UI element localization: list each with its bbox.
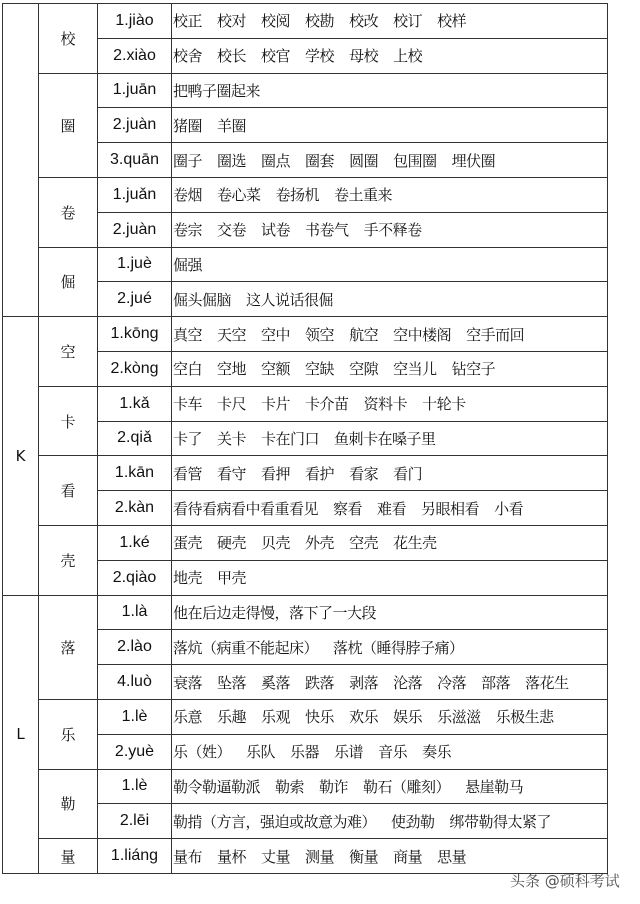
word: 乐意 [173, 708, 203, 727]
word: 乐谱 [334, 743, 364, 762]
word: 校对 [217, 12, 247, 31]
word: 勒石（雕刻） [363, 777, 451, 796]
watermark: 头条 @硕科考试 [510, 872, 620, 890]
word: 空地 [217, 360, 247, 379]
word: 空中楼阁 [393, 325, 452, 344]
character-cell: 看 [39, 456, 98, 526]
word: 看门 [393, 464, 423, 483]
word: 勒索 [275, 777, 305, 796]
words-cell [172, 317, 608, 352]
word: 卡了 [173, 429, 203, 448]
words-cell [172, 491, 608, 526]
word: 乐（姓） [173, 743, 232, 762]
word: 乐队 [246, 743, 276, 762]
words-cell [172, 456, 608, 491]
word: 试卷 [261, 221, 291, 240]
word: 跌落 [305, 673, 335, 692]
words-cell [172, 595, 608, 630]
table-row [3, 4, 608, 39]
word: 甲壳 [217, 569, 247, 588]
word: 落枕（睡得脖子痛） [333, 638, 464, 657]
letter-cell: L [3, 595, 39, 873]
character-cell: 壳 [39, 525, 98, 595]
character-cell: 倔 [39, 247, 98, 317]
word: 他在后边走得慢，落下了一大段 [173, 603, 377, 622]
words-cell [172, 4, 608, 39]
letter-cell [3, 4, 39, 317]
word: 羊圈 [217, 116, 247, 135]
pinyin-cell: 2.jué [98, 282, 172, 317]
words-cell [172, 665, 608, 700]
character-cell: 卡 [39, 386, 98, 456]
word: 卡车 [173, 395, 203, 414]
word: 埋伏圈 [451, 151, 496, 170]
word: 空壳 [349, 534, 379, 553]
pinyin-cell: 4.luò [98, 665, 172, 700]
words-cell [172, 282, 608, 317]
pinyin-cell: 2.xiào [98, 38, 172, 73]
word: 卡在门口 [261, 429, 320, 448]
pinyin-cell: 1.jiào [98, 4, 172, 39]
words-cell [172, 804, 608, 839]
table-row [3, 386, 608, 421]
pinyin-cell: 1.juǎn [98, 177, 172, 212]
word: 校舍 [173, 47, 203, 66]
word: 真空 [173, 325, 203, 344]
word: 娱乐 [393, 708, 423, 727]
character-cell: 乐 [39, 699, 98, 769]
word: 乐器 [290, 743, 320, 762]
pinyin-cell: 1.juè [98, 247, 172, 282]
word: 空缺 [305, 360, 335, 379]
word: 航空 [349, 325, 379, 344]
word: 快乐 [305, 708, 335, 727]
character-cell: 量 [39, 839, 98, 874]
words-cell [172, 351, 608, 386]
pinyin-cell: 2.juàn [98, 108, 172, 143]
word: 十轮卡 [422, 395, 466, 414]
word: 卡片 [261, 395, 291, 414]
letter-cell: K [3, 317, 39, 595]
word: 空白 [173, 360, 203, 379]
word: 空额 [261, 360, 291, 379]
pinyin-cell: 1.ké [98, 525, 172, 560]
word: 蛋壳 [173, 534, 203, 553]
word: 关卡 [217, 429, 247, 448]
words-cell [172, 525, 608, 560]
word: 上校 [393, 47, 423, 66]
word: 看护 [305, 464, 335, 483]
word: 圈子 [173, 151, 203, 170]
word: 落炕（病重不能起床） [173, 638, 319, 657]
pinyin-cell: 1.kān [98, 456, 172, 491]
words-cell [172, 212, 608, 247]
pinyin-cell: 2.juàn [98, 212, 172, 247]
table-row [3, 456, 608, 491]
word: 手不释卷 [363, 221, 422, 240]
character-cell: 校 [39, 4, 98, 74]
pinyin-cell: 1.lè [98, 769, 172, 804]
words-cell [172, 38, 608, 73]
pinyin-cell: 2.lēi [98, 804, 172, 839]
word: 校样 [437, 12, 467, 31]
polyphone-table [2, 3, 608, 874]
word: 思量 [437, 847, 467, 866]
word: 察看 [333, 499, 363, 518]
word: 卷扬机 [275, 186, 320, 205]
pinyin-cell: 3.quān [98, 143, 172, 178]
pinyin-cell: 1.kǎ [98, 386, 172, 421]
word: 圆圈 [349, 151, 379, 170]
word: 冷落 [437, 673, 467, 692]
word: 坠落 [217, 673, 247, 692]
word: 部落 [481, 673, 511, 692]
word: 卷烟 [173, 186, 203, 205]
word: 把鸭子圈起来 [173, 81, 261, 100]
word: 勒掯（方言，强迫或故意为难） [173, 812, 377, 831]
word: 领空 [305, 325, 335, 344]
pinyin-cell: 2.qiǎ [98, 421, 172, 456]
word: 这人说话很倔 [246, 290, 334, 309]
pinyin-cell: 1.liáng [98, 839, 172, 874]
pinyin-cell: 1.juān [98, 73, 172, 108]
word: 交卷 [217, 221, 247, 240]
word: 卡尺 [217, 395, 247, 414]
words-cell [172, 73, 608, 108]
words-cell [172, 247, 608, 282]
word: 空手而回 [466, 325, 525, 344]
table-row [3, 525, 608, 560]
pinyin-cell: 2.kòng [98, 351, 172, 386]
word: 外壳 [305, 534, 335, 553]
word: 商量 [393, 847, 423, 866]
word: 卷心菜 [217, 186, 261, 205]
words-cell [172, 839, 608, 874]
word: 看待看病看中看重看见 [173, 499, 319, 518]
word: 看管 [173, 464, 203, 483]
table-row [3, 595, 608, 630]
word: 乐极生悲 [495, 708, 554, 727]
words-cell [172, 421, 608, 456]
word: 悬崖勒马 [465, 777, 524, 796]
words-cell [172, 734, 608, 769]
word: 鱼刺卡在嗓子里 [334, 429, 436, 448]
words-cell [172, 177, 608, 212]
word: 乐趣 [217, 708, 247, 727]
word: 音乐 [378, 743, 408, 762]
word: 空隙 [349, 360, 379, 379]
word: 乐观 [261, 708, 291, 727]
table-row [3, 177, 608, 212]
word: 看押 [261, 464, 291, 483]
table-row [3, 247, 608, 282]
word: 测量 [305, 847, 335, 866]
words-cell [172, 769, 608, 804]
word: 书卷气 [305, 221, 349, 240]
word: 欢乐 [349, 708, 379, 727]
word: 难看 [377, 499, 407, 518]
word: 花生壳 [393, 534, 437, 553]
word: 量杯 [217, 847, 247, 866]
word: 圈套 [305, 151, 335, 170]
pinyin-cell: 2.qiào [98, 560, 172, 595]
character-cell: 卷 [39, 177, 98, 247]
words-cell [172, 386, 608, 421]
word: 衡量 [349, 847, 379, 866]
word: 包围圈 [393, 151, 437, 170]
words-cell [172, 143, 608, 178]
word: 卡介苗 [305, 395, 349, 414]
pinyin-cell: 2.lào [98, 630, 172, 665]
word: 资料卡 [363, 395, 408, 414]
word: 贝壳 [261, 534, 291, 553]
word: 校勘 [305, 12, 335, 31]
word: 量布 [173, 847, 203, 866]
word: 圈点 [261, 151, 291, 170]
pinyin-cell: 1.lè [98, 699, 172, 734]
pinyin-cell: 1.kōng [98, 317, 172, 352]
word: 奏乐 [422, 743, 452, 762]
word: 空中 [261, 325, 291, 344]
word: 校正 [173, 12, 203, 31]
word: 看家 [349, 464, 379, 483]
words-cell [172, 630, 608, 665]
table-row [3, 699, 608, 734]
word: 绑带勒得太紧了 [449, 812, 552, 831]
words-cell [172, 699, 608, 734]
word: 衰落 [173, 673, 203, 692]
word: 落花生 [525, 673, 569, 692]
word: 空当儿 [393, 360, 437, 379]
word: 圈选 [217, 151, 247, 170]
word: 校阅 [261, 12, 291, 31]
word: 倔头倔脑 [173, 290, 232, 309]
word: 使劲勒 [391, 812, 435, 831]
pinyin-cell: 1.là [98, 595, 172, 630]
word: 母校 [349, 47, 379, 66]
words-cell [172, 108, 608, 143]
word: 沦落 [393, 673, 423, 692]
character-cell: 勒 [39, 769, 98, 839]
character-cell: 空 [39, 317, 98, 387]
pinyin-cell: 2.yuè [98, 734, 172, 769]
pinyin-cell: 2.kàn [98, 491, 172, 526]
word: 地壳 [173, 569, 203, 588]
character-cell: 圈 [39, 73, 98, 177]
word: 猪圈 [173, 116, 203, 135]
word: 剥落 [349, 673, 379, 692]
word: 校长 [217, 47, 247, 66]
word: 勒令勒逼勒派 [173, 777, 261, 796]
table-row [3, 317, 608, 352]
table-row [3, 839, 608, 874]
word: 硬壳 [217, 534, 247, 553]
word: 卷土重来 [334, 186, 393, 205]
word: 看守 [217, 464, 247, 483]
word: 丈量 [261, 847, 291, 866]
word: 学校 [305, 47, 335, 66]
word: 校订 [393, 12, 423, 31]
table-row [3, 769, 608, 804]
word: 倔强 [173, 255, 203, 274]
word: 奚落 [261, 673, 291, 692]
word: 勒诈 [319, 777, 349, 796]
table-row [3, 73, 608, 108]
words-cell [172, 560, 608, 595]
word: 乐滋滋 [437, 708, 481, 727]
character-cell: 落 [39, 595, 98, 699]
word: 校官 [261, 47, 291, 66]
word: 天空 [217, 325, 247, 344]
word: 钻空子 [451, 360, 496, 379]
word: 另眼相看 [421, 499, 480, 518]
word: 校改 [349, 12, 379, 31]
word: 卷宗 [173, 221, 203, 240]
word: 小看 [494, 499, 524, 518]
